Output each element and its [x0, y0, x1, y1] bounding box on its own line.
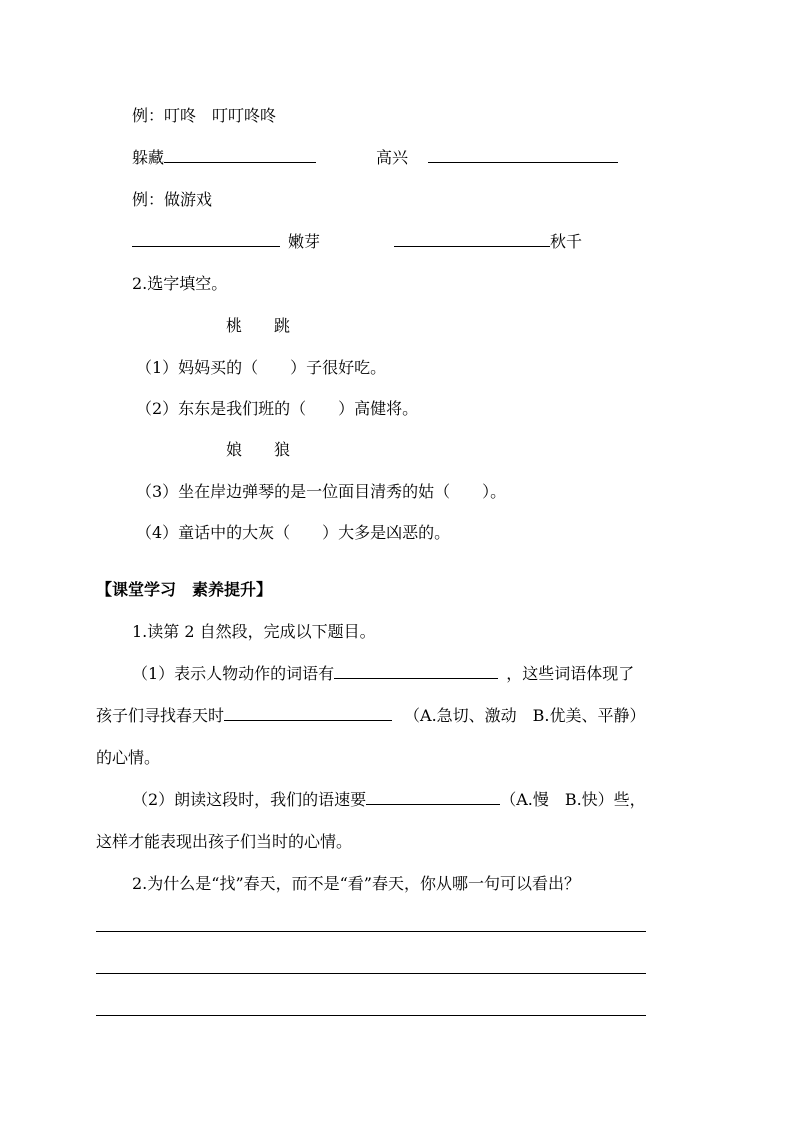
answer-blank[interactable] [164, 148, 316, 163]
answer-line[interactable] [96, 1015, 646, 1016]
fill-row-1b [376, 148, 618, 168]
question-text: （1）表示人物动作的词语有 [132, 664, 335, 683]
question-title: 2.选字填空。 [132, 274, 228, 293]
answer-blank[interactable] [334, 664, 498, 679]
question-text: ，这些词语体现了 [506, 664, 635, 683]
answer-blank[interactable] [394, 232, 550, 247]
sentence-item: （4）童话中的大灰（ ）大多是凶恶的。 [136, 523, 451, 542]
char-pair: 娘 狼 [226, 440, 291, 459]
sentence-item: （2）东东是我们班的（ ）高健将。 [136, 399, 419, 418]
answer-blank[interactable] [224, 706, 392, 721]
question-line [132, 664, 634, 684]
answer-line[interactable] [96, 973, 646, 974]
question-line [132, 790, 646, 810]
question-text: 的心情。 [96, 748, 161, 767]
question-line [96, 706, 646, 726]
question-title: 1.读第 2 自然段，完成以下题目。 [132, 622, 376, 641]
fill-row-2 [132, 232, 320, 252]
example-line-1: 例：叮咚 叮叮咚咚 [132, 106, 277, 125]
options-text: （A.急切、激动 B.优美、平静） [404, 706, 646, 725]
word-label: 高兴 [376, 148, 409, 167]
question-text: 这样才能表现出孩子们当时的心情。 [96, 832, 353, 851]
word-label: 躲藏 [132, 148, 165, 167]
question-title: 2.为什么是“找”春天，而不是“看”春天，你从哪一句可以看出？ [132, 874, 580, 893]
options-text: （A.慢 B.快）些， [500, 790, 646, 809]
sentence-item: （1）妈妈买的（ ）子很好吃。 [136, 358, 387, 377]
word-label: 嫩芽 [288, 232, 321, 251]
fill-row-2b [394, 232, 582, 252]
section-heading: 【课堂学习 素养提升】 [96, 580, 273, 599]
example-line-2: 例：做游戏 [132, 190, 213, 209]
answer-blank[interactable] [132, 232, 280, 247]
answer-blank[interactable] [428, 148, 618, 163]
word-label: 秋千 [550, 232, 583, 251]
sentence-item: （3）坐在岸边弹琴的是一位面目清秀的姑（ ）。 [136, 482, 507, 501]
question-text: 孩子们寻找春天时 [96, 706, 225, 725]
question-text: （2）朗读这段时，我们的语速要 [132, 790, 367, 809]
answer-line[interactable] [96, 931, 646, 932]
char-pair: 桃 跳 [226, 316, 291, 335]
fill-row-1 [132, 148, 316, 168]
answer-blank[interactable] [366, 790, 500, 805]
